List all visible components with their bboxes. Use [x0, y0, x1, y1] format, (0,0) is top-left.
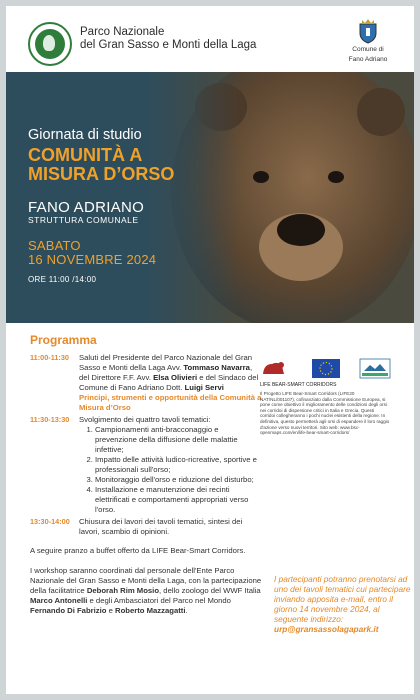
comune-label-line2: Fano Adriano	[348, 55, 388, 63]
comune-label-line1: Comune di	[352, 46, 384, 53]
event-subtitle: Giornata di studio	[28, 127, 142, 143]
ambassador-name-1: Fernando Di Fabrizio	[30, 606, 107, 615]
greet-text-c: , del Direttore F.F. Avv.	[79, 363, 253, 382]
program-description: Chiusura dei lavori dei tavoli tematici, sintesi dei lavori, scambio di opinioni.	[79, 517, 243, 536]
coordination-note	[30, 566, 262, 616]
park-name	[80, 26, 290, 52]
event-title-line2: MISURA D’ORSO	[28, 164, 175, 184]
life-bear-logo-icon	[263, 362, 284, 374]
program-highlight: Principi, strumenti e opportunità della Comunità a Misura d’Orso	[79, 393, 262, 412]
coord-text-g: e	[106, 606, 116, 615]
booking-text: I partecipanti potranno prenotarsi ad uno dei tavoli tematici cui partecipare inviando apposita e-mail, entro il giorno 14 novembre 2024, al seguente indirizzo:	[274, 574, 411, 624]
eu-flag-icon	[312, 359, 340, 378]
park-name-line2: del Gran Sasso e Monti della Laga	[80, 39, 257, 51]
program-description	[79, 353, 262, 413]
comune-crest-icon	[357, 18, 379, 44]
program-time: 13:30-14:00	[30, 517, 70, 526]
facilitator-name: Deborah Rim Mosio	[86, 586, 160, 595]
event-time: ORE 11:00 /14:00	[28, 275, 97, 284]
program-heading: Programma	[30, 333, 97, 347]
program-item	[30, 353, 262, 413]
park-name-line1: Parco Nazionale	[80, 26, 165, 38]
program-item	[30, 415, 262, 515]
poster	[6, 6, 414, 694]
banner-text	[28, 127, 218, 284]
program	[30, 353, 262, 616]
list-item: 4. Installazione e manutenzione dei recinti elettrificati e comportamenti appropriati verso l'orso.	[95, 485, 262, 515]
greet-text-a: Saluti del Presidente del Parco Nazionale del Gran Sasso e Monti della Laga Avv.	[79, 353, 253, 372]
natura-2000-logo-icon	[360, 359, 390, 378]
event-date-line2: 16 NOVEMBRE 2024	[28, 252, 157, 267]
speaker-olivieri: Elsa Olivieri	[153, 373, 198, 382]
ambassador-name-2: Roberto Mazzagatti	[115, 606, 186, 615]
list-item: 3. Monitoraggio dell'orso e riduzione del disturbo;	[95, 475, 262, 485]
tables-intro: Svolgimento dei quattro tavoli tematici:	[79, 415, 211, 424]
speaker-servi: Luigi Servi	[184, 383, 224, 392]
event-title-line1: COMUNITÀ A	[28, 145, 143, 165]
booking-email-link[interactable]: urp@gransassolagapark.it	[274, 624, 379, 634]
speaker-navarra: Tommaso Navarra	[183, 363, 250, 372]
zoologist-name: Marco Antonelli	[30, 596, 88, 605]
program-time: 11:30-13:30	[30, 415, 70, 424]
tables-list	[79, 425, 262, 515]
partner-logos	[260, 356, 406, 382]
project-description: Il Progetto LIFE Bear-Smart Corridors (LIFE20 NAT/NL/001107), cofinanziato dalla Commissione Europea, si pone come obiettivo il miglioramento delle condizioni degli orsi nei corridoi di dispersione critici in Italia e Grecia. Questi corridoi collegheranno i pochi nuclei esistenti della regione. In definitiva, questo permetterà agli orsi di espandere il loro raggio d'azione verso nuovi territori. Sito web: www.bsc-openmaps.com/en/life-bear-smart-corridors/	[260, 391, 390, 436]
park-logo-icon	[28, 22, 72, 66]
event-venue: STRUTTURA COMUNALE	[28, 215, 139, 225]
program-time: 11:00-11:30	[30, 353, 69, 362]
coord-text-i: .	[185, 606, 188, 615]
program-description	[79, 415, 262, 515]
event-date-line1: SABATO	[28, 238, 81, 253]
list-item: 2. Impatto delle attività ludico-ricreative, sportive e professionali sull'orso;	[95, 455, 262, 475]
event-place: FANO ADRIANO	[28, 199, 145, 216]
greet-text-e: e del Sindaco del Comune di Fano Adriano Dott.	[79, 373, 259, 392]
coord-text-c: , dello zoologo del WWF Italia	[159, 586, 261, 595]
header	[6, 6, 414, 72]
booking-info	[274, 574, 414, 634]
banner	[6, 72, 414, 323]
life-logo-caption: LIFE BEAR-SMART CORRIDORS	[260, 382, 337, 388]
comune-block	[338, 18, 398, 63]
coord-text-a: I workshop saranno coordinati dal personale dell'Ente Parco Nazionale del Gran Sasso e Monti della Laga, con la partecipazione della facilitatrice	[30, 566, 262, 595]
list-item: 1. Campionamenti anti-bracconaggio e prevenzione della diffusione delle malattie infettive;	[95, 425, 262, 455]
coord-text-e: e degli Ambasciatori del Parco nel Mondo	[87, 596, 231, 605]
lunch-note: A seguire pranzo a buffet offerto da LIFE Bear-Smart Corridors.	[30, 546, 246, 555]
program-item	[30, 517, 262, 537]
